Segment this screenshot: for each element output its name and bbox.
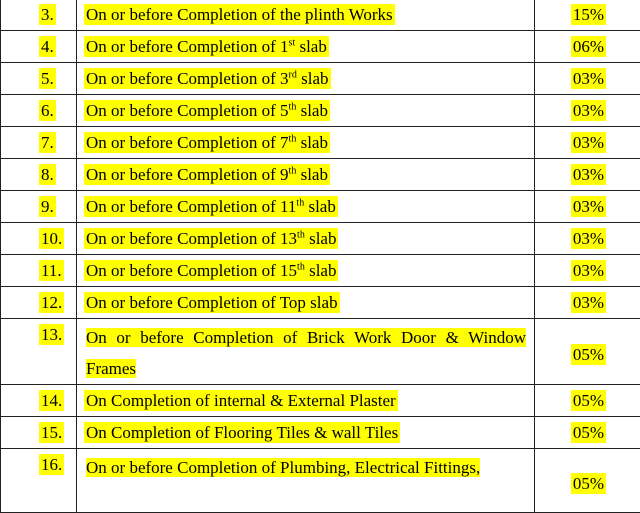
serial-cell (1, 31, 77, 63)
percent-value: 03% (571, 100, 606, 121)
serial-number: 4. (39, 36, 56, 57)
percent-value: 03% (571, 260, 606, 281)
serial-number: 8. (39, 164, 56, 185)
table-row (1, 417, 640, 449)
percent-cell (535, 95, 640, 127)
serial-number: 9. (39, 196, 56, 217)
stage-cell (77, 0, 535, 31)
stage-cell (77, 223, 535, 255)
stage-cell (77, 319, 535, 385)
stage-cell (77, 385, 535, 417)
stage-description: On or before Completion of Plumbing, Electrical Fittings, (84, 452, 528, 483)
table-row (1, 319, 640, 385)
stage-description: On or before Completion of Brick Work Door & Window Frames (84, 322, 528, 384)
serial-cell (1, 417, 77, 449)
stage-cell (77, 287, 535, 319)
stage-cell (77, 255, 535, 287)
percent-cell (535, 0, 640, 31)
serial-number: 5. (39, 68, 56, 89)
percent-value: 03% (571, 68, 606, 89)
stage-description: On Completion of internal & External Plaster (84, 390, 398, 411)
stage-description: On or before Completion of 5th slab (84, 100, 330, 121)
serial-cell (1, 223, 77, 255)
stage-description: On or before Completion of 11th slab (84, 196, 338, 217)
percent-value: 06% (571, 36, 606, 57)
table-row (1, 385, 640, 417)
serial-cell (1, 95, 77, 127)
percent-cell (535, 223, 640, 255)
percent-cell (535, 287, 640, 319)
percent-value: 05% (571, 344, 606, 365)
stage-description: On or before Completion of 7th slab (84, 132, 330, 153)
serial-cell (1, 287, 77, 319)
percent-cell (535, 63, 640, 95)
serial-cell (1, 0, 77, 31)
table-row (1, 159, 640, 191)
stage-cell (77, 417, 535, 449)
table-row (1, 255, 640, 287)
percent-cell (535, 127, 640, 159)
serial-number: 7. (39, 132, 56, 153)
serial-number: 3. (39, 4, 56, 25)
stage-cell (77, 191, 535, 223)
serial-cell (1, 385, 77, 417)
percent-cell (535, 385, 640, 417)
serial-number: 16. (39, 454, 64, 475)
serial-number: 14. (39, 390, 64, 411)
stage-cell (77, 127, 535, 159)
stage-description: On or before Completion of 3rd slab (84, 68, 331, 89)
stage-description: On or before Completion of 15th slab (84, 260, 338, 281)
table-row (1, 63, 640, 95)
table-row (1, 127, 640, 159)
table-row (1, 449, 640, 513)
percent-cell (535, 449, 640, 513)
stage-cell (77, 95, 535, 127)
serial-cell (1, 63, 77, 95)
table-row (1, 287, 640, 319)
table-row (1, 31, 640, 63)
percent-value: 05% (571, 390, 606, 411)
percent-value: 03% (571, 196, 606, 217)
table-row (1, 95, 640, 127)
serial-cell (1, 449, 77, 513)
percent-value: 03% (571, 132, 606, 153)
serial-number: 6. (39, 100, 56, 121)
percent-value: 15% (571, 4, 606, 25)
percent-cell (535, 255, 640, 287)
serial-number: 10. (39, 228, 64, 249)
stage-description: On or before Completion of 9th slab (84, 164, 330, 185)
percent-value: 03% (571, 164, 606, 185)
stage-description: On or before Completion of Top slab (84, 292, 340, 313)
serial-number: 15. (39, 422, 64, 443)
serial-cell (1, 191, 77, 223)
table-row (1, 223, 640, 255)
percent-cell (535, 191, 640, 223)
percent-value: 03% (571, 228, 606, 249)
stage-description: On or before Completion of 1st slab (84, 36, 329, 57)
percent-cell (535, 319, 640, 385)
stage-description: On or before Completion of 13th slab (84, 228, 338, 249)
percent-cell (535, 417, 640, 449)
percent-cell (535, 159, 640, 191)
table-row (1, 0, 640, 31)
percent-cell (535, 31, 640, 63)
stage-cell (77, 63, 535, 95)
serial-cell (1, 159, 77, 191)
serial-cell (1, 255, 77, 287)
table-row (1, 191, 640, 223)
stage-description: On Completion of Flooring Tiles & wall Tiles (84, 422, 400, 443)
stage-cell (77, 449, 535, 513)
stage-cell (77, 159, 535, 191)
percent-value: 05% (571, 473, 606, 494)
serial-number: 12. (39, 292, 64, 313)
stage-description: On or before Completion of the plinth Works (84, 4, 395, 25)
serial-cell (1, 319, 77, 385)
serial-number: 13. (39, 324, 64, 345)
percent-value: 03% (571, 292, 606, 313)
serial-cell (1, 127, 77, 159)
percent-value: 05% (571, 422, 606, 443)
serial-number: 11. (39, 260, 64, 281)
stage-cell (77, 31, 535, 63)
